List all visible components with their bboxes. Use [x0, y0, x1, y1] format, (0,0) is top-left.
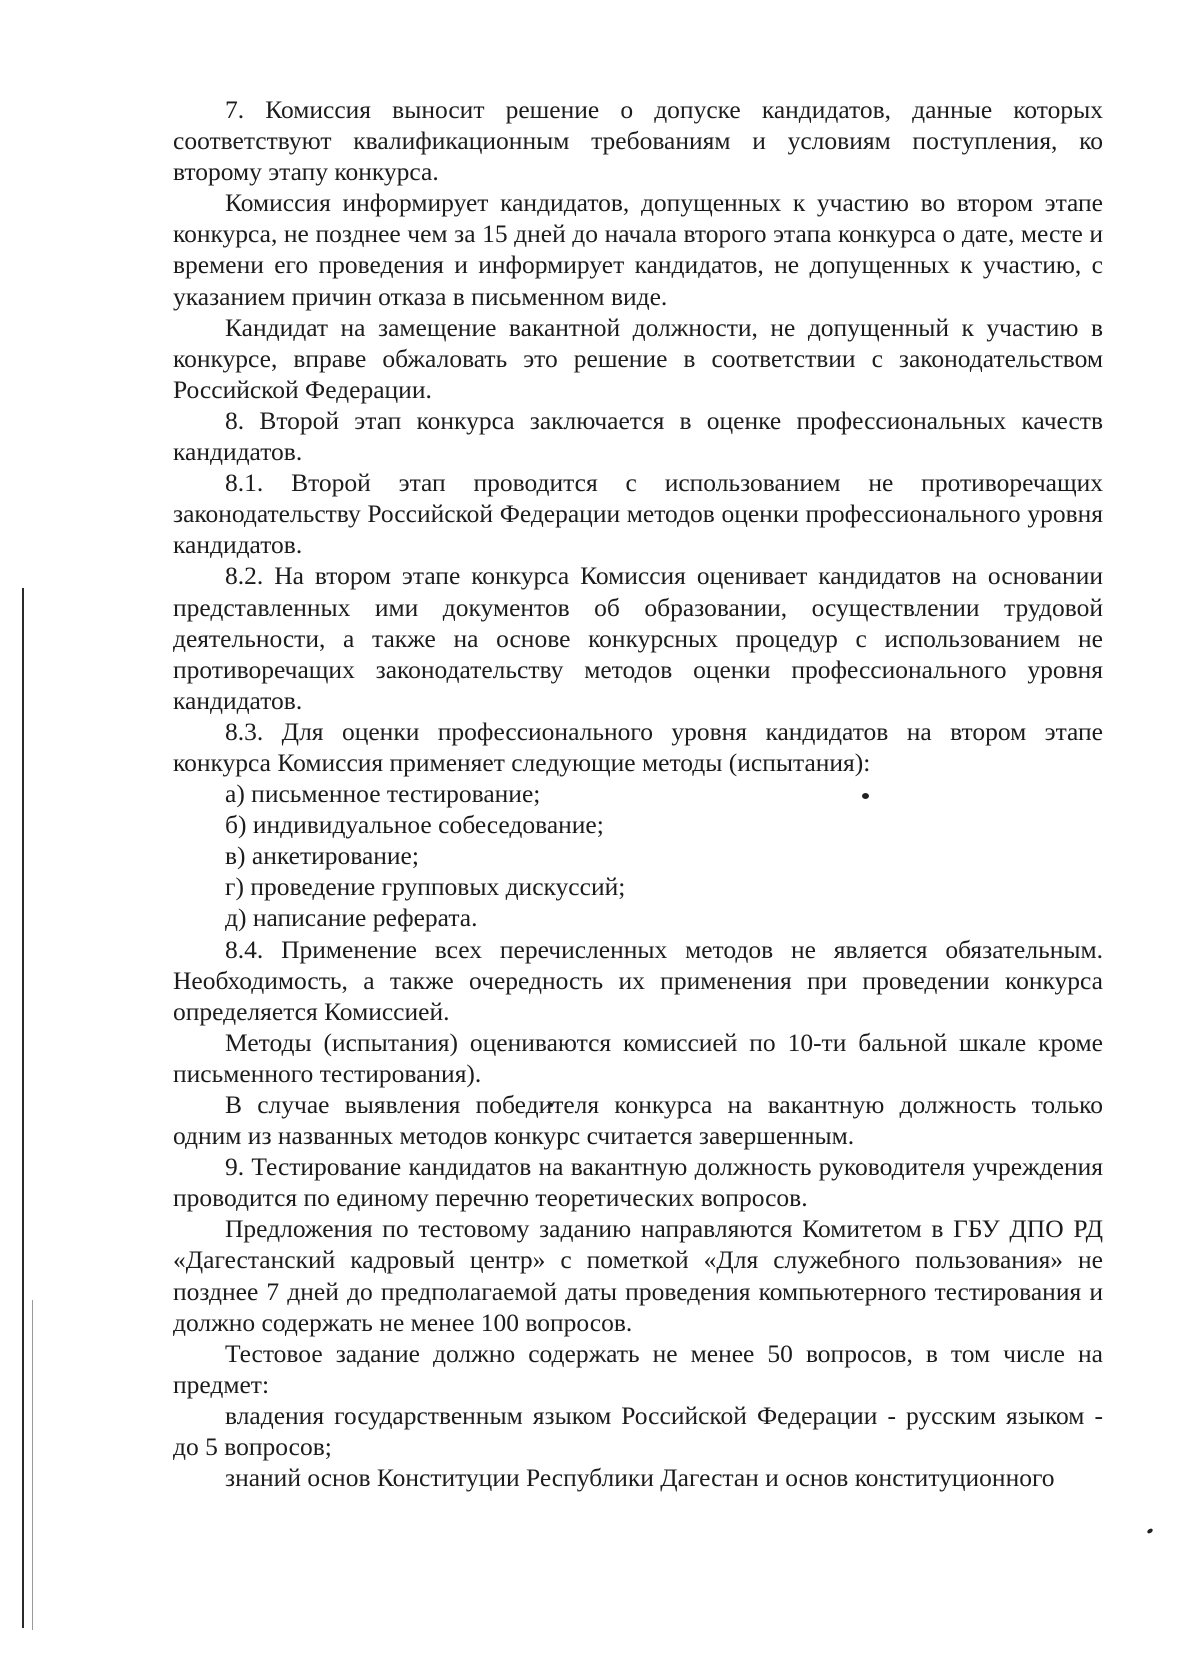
- list-item-a: а) письменное тестирование;: [225, 779, 541, 809]
- paragraph-scoring: Методы (испытания) оцениваются комиссией по 10-ти бальной шкале кроме письменного тестирования).: [173, 1027, 1103, 1088]
- paragraph-7: 7. Комиссия выносит решение о допуске кандидатов, данные которых соответствуют квалификационным требованиям и условиям поступления, ко второму этапу конкурса.: [173, 95, 1103, 187]
- paragraph-informs: Комиссия информирует кандидатов, допущенных к участию во втором этапе конкурса, не позднее чем за 15 дней до начала второго этапа конкурса о дате, месте и времени его проведения и информирует кандидатов, не допущенных к участию, с указанием причин отказа в письменном виде.: [173, 188, 1103, 311]
- scan-edge-line: [22, 588, 24, 1628]
- paragraph-8-1: 8.1. Второй этап проводится с использованием не противоречащих законодательству Российской Федерации методов оценки профессионального уровня кандидатов.: [173, 468, 1103, 560]
- paragraph-language: владения государственным языком Российской Федерации - русским языком - до 5 вопросов;: [173, 1400, 1103, 1462]
- document-body: [173, 94, 1103, 1493]
- paragraph-8-3: 8.3. Для оценки профессионального уровня кандидатов на втором этапе конкурса Комиссия применяет следующие методы (испытания):: [173, 716, 1103, 777]
- paragraph-9: 9. Тестирование кандидатов на вакантную должность руководителя учреждения проводится по единому перечню теоретических вопросов.: [173, 1152, 1103, 1213]
- paragraph-appeal: Кандидат на замещение вакантной должности, не допущенный к участию в конкурсе, вправе обжаловать это решение в соответствии с законодательством Российской Федерации.: [173, 312, 1103, 404]
- scan-speck: [1146, 1528, 1153, 1535]
- list-item-v: в) анкетирование;: [225, 841, 419, 871]
- paragraph-8-4: 8.4. Применение всех перечисленных методов не является обязательным. Необходимость, а также очередность их применения при проведении конкурса определяется Комиссией.: [173, 934, 1103, 1026]
- scan-edge-line-faint: [32, 1300, 33, 1630]
- paragraph-test-content: Тестовое задание должно содержать не менее 50 вопросов, в том числе на предмет:: [173, 1338, 1103, 1399]
- list-item-d: д) написание реферата.: [225, 903, 478, 933]
- paragraph-proposals: Предложения по тестовому заданию направляются Комитетом в ГБУ ДПО РД «Дагестанский кадровый центр» с пометкой «Для служебного пользования» не позднее 7 дней до предполагаемой даты проведения компьютерного тестирования и должно содержать не менее 100 вопросов.: [173, 1214, 1103, 1337]
- list-item-b: б) индивидуальное собеседование;: [225, 810, 604, 840]
- paragraph-8-2: 8.2. На втором этапе конкурса Комиссия оценивает кандидатов на основании представленных ими документов об образовании, осуществлении трудовой деятельности, а также на основе конкурсных процедур с использованием не противоречащих законодательству методов оценки профессионального уровня кандидатов.: [173, 561, 1103, 715]
- paragraph-constitution: знаний основ Конституции Республики Дагестан и основ конституционного: [225, 1463, 1055, 1493]
- list-item-g: г) проведение групповых дискуссий;: [225, 872, 626, 902]
- paragraph-winner: В случае выявления победителя конкурса на вакантную должность только одним из названных методов конкурс считается завершенным.: [173, 1090, 1103, 1151]
- paragraph-8: 8. Второй этап конкурса заключается в оценке профессиональных качеств кандидатов.: [173, 405, 1103, 467]
